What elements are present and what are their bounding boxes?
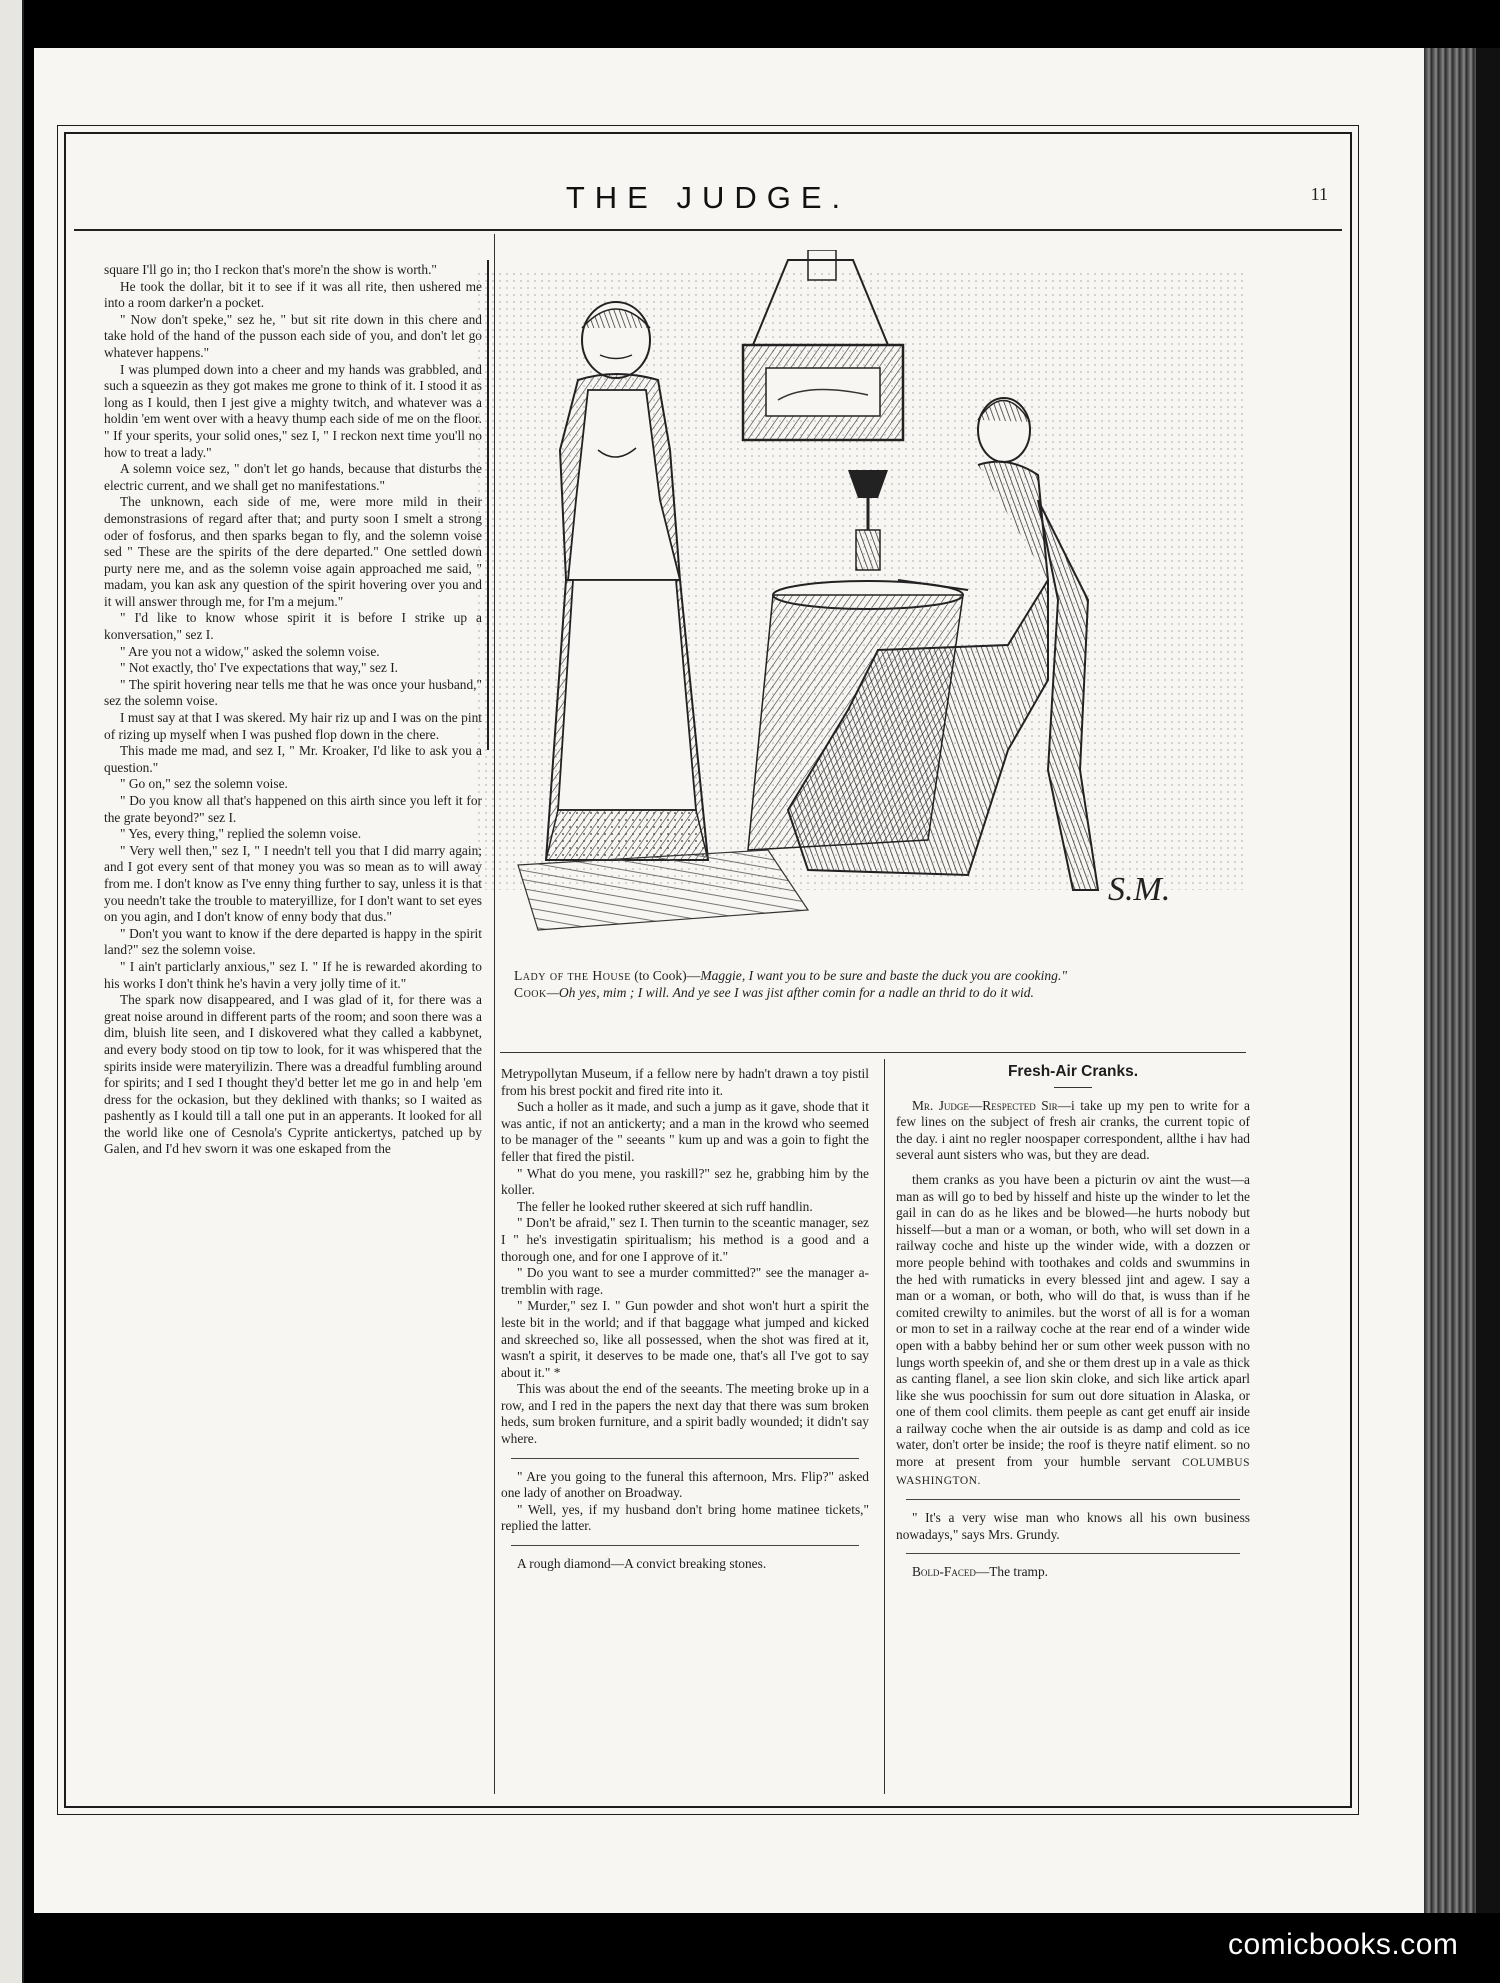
caption-line-2 (514, 984, 1248, 1001)
column-1-paragraph: " The spirit hovering near tells me that he was once your husband," sez the solemn voise. (104, 676, 482, 709)
column-1-paragraph: The spark now disappeared, and I was glad of it, for there was a great noise around in different parts of the room; and soon there was a dim, bluish lite seen, and I diskovered what they called a kabbynet, and every body stood on tip tow to look, for it was whispered that the spirits inside were materyilizin. There was a dreadful fumbling around for spirits; and I sed I thought they'd better let me go in and help 'em dress for the ockasion, but they deklined with thanks; so I waited as pashently as I kould till a tall one put in an apperants. It looked for all the world like one of Cesnola's Cyprite antickertys, patched up by Galen, and I'd hev sworn it was one eskaped from the (104, 992, 482, 1157)
caption-speaker-1: Lady of the House (514, 968, 631, 983)
column-1-paragraph: " Yes, every thing," replied the solemn voise. (120, 826, 362, 842)
column-1-paragraph: " I ain't particlarly anxious," sez I. " If he is rewarded akording to his works I don't think he's havin a very jolly time of it." (104, 958, 482, 991)
cartoon-caption (514, 967, 1248, 1001)
column-2-paragraph: This was about the end of the seeants. The meeting broke up in a row, and I red in the papers the next day that there was sum broken heds, sum broken furniture, and a spirit badly wounded; it didn't say where. (501, 1381, 869, 1447)
column-divider-right (884, 1059, 885, 1794)
bold-faced-rest: —The tramp. (975, 1564, 1048, 1580)
caption-dialogue-2: —Oh yes, mim ; I will. And ye see I was jist afther comin for a nadle an thrid to do it wid. (546, 985, 1034, 1000)
column-2-separator-1 (511, 1458, 859, 1459)
column-1-paragraph: " Are you not a widow," asked the solemn voise. (120, 643, 380, 659)
column-1-paragraph: square I'll go in; tho I reckon that's more'n the show is worth." (104, 262, 437, 277)
column-2-paragraph: The feller he looked ruther skeered at sich ruff handlin. (517, 1198, 813, 1214)
bold-faced-label: Bold-Faced (912, 1564, 976, 1580)
column-2-paragraph: Such a holler as it made, and such a jump as it gave, shode that it was antic, if not an antickerty; and a man in the krowd who seemed to be manager of the " seeants " kum up and was a goin to fight the feller that fired the pistil. (501, 1099, 869, 1164)
rough-diamond-joke: A rough diamond—A convict breaking stones. (517, 1556, 767, 1572)
column-1-paragraph: " Now don't speke," sez he, " but sit rite down in this chere and take hold of the hand of the pusson each side of you, and don't let go whatever happens." (104, 311, 482, 360)
article-title: Fresh-Air Cranks. (1007, 1064, 1139, 1080)
adjacent-page-edge (0, 0, 24, 1983)
column-1-paragraph: I must say at that I was skered. My hair riz up and I was on the pint of rizing up myself when I was pushed flop down in the chere. (104, 710, 482, 742)
book-spine (1424, 48, 1476, 1913)
column-2-separator-2 (511, 1545, 859, 1546)
column-1-paragraph: He took the dollar, bit it to see if it was all rite, then ushered me into a room darker'n a pocket. (104, 278, 482, 311)
column-3-separator-1 (906, 1499, 1240, 1500)
caption-dialogue-1: Maggie, I want you to be sure and baste the duck you are cooking." (700, 968, 1068, 983)
column-1-paragraph: The unknown, each side of me, were more mild in their demonstrasions of regard after that; and purty soon I smelt a strong oder of fosforus, and then sparks began to fly, and the solemn voise sed " These are the spirits of the dere departed." One settled down purty nere me, and as the solemn voise again approached me said, " madam, you kan ask any question of the spirit hovering over you and it will answer through me, for I'm a mejum." (104, 494, 482, 609)
column-2-paragraph: " Do you want to see a murder committed?" see the manager a-tremblin with rage. (501, 1265, 869, 1297)
funeral-anecdote-a: " Well, yes, if my husband don't bring home matinee tickets," replied the latter. (501, 1501, 869, 1534)
column-1-paragraph: " I'd like to know whose spirit it is before I strike up a konversation," sez I. (104, 610, 482, 643)
column-1-paragraph: This made me mad, and sez I, " Mr. Kroaker, I'd like to ask you a question." (104, 743, 482, 775)
column-2-paragraph: " Murder," sez I. " Gun powder and shot won't hurt a spirit the leste bit in the world; and if that baggage what jumped and kicked and skreeched so, like all possessed, when the shot was fired at it, wasn't a spirit, it deserves to be made one, that's all I've got to say about it." * (501, 1298, 869, 1380)
funeral-anecdote-q: " Are you going to the funeral this afternoon, Mrs. Flip?" asked one lady of another on Broadway. (501, 1468, 869, 1501)
caption-rule (500, 1052, 1246, 1053)
caption-line-1 (514, 967, 1248, 984)
cartoon-illustration (448, 250, 1280, 960)
column-1-text (104, 262, 482, 1902)
article-paragraph-1-text: —i take up my pen to write for a few lines on the subject of fresh air cranks, the current topic of the day. i aint no regler noospaper correspondent, allthe i hav had several aunt sisters who was, but they are dead. (896, 1097, 1250, 1163)
article-paragraph-2 (896, 1172, 1250, 1489)
article-paragraph-1 (896, 1098, 1250, 1164)
column-1-paragraph: A solemn voice sez, " don't let go hands, because that disturbs the electric current, and we shall get no manifestations." (104, 461, 482, 493)
column-2-paragraph: " Don't be afraid," sez I. Then turnin to the sceantic manager, sez I " he's investigatin spiritualism; his method is a good and a thorough one, and for one I approve of it." (501, 1215, 869, 1264)
artist-signature: S.M. (1108, 871, 1171, 908)
article-signature: COLUMBUS WASHINGTON. (896, 1457, 1250, 1487)
bold-faced-joke (896, 1564, 1250, 1581)
masthead-title: THE JUDGE. (565, 180, 851, 215)
caption-speaker-2: Cook (514, 985, 547, 1000)
column-3-separator-2 (906, 1553, 1240, 1554)
column-2-text (501, 1066, 869, 1866)
column-2-paragraph: Metrypollytan Museum, if a fellow nere by hadn't drawn a toy pistil from his brest pockit and fired rite into it. (501, 1066, 869, 1098)
article-paragraph-2-text: them cranks as you have been a picturin ov aint the wust—a man as will go to bed by hisself and histe up the winder to let the gail in can do as he likes and be blowed—he hurts nobody but hisself—but a man or a woman, or both, who will set down in a railway coche and histe up the winder wide, with a dozzen or more people behind with toothakes and colds and swummins in the hed with rumaticks in every blessed jint and agew. I say a man or a woman, or both, who will do that, is wuss than if he comited crewilty to animiles. but the worst of all is for a woman or mon to set in a railway coche at the rear end of a winder wide open with a babby behind her or sum other week pusson with no lungs worth speekin of, and she or them drest up in a vale as thick as canting flanel, a see lion skin cloke, and sich like artick aparl like she wus poochissin for sum out dore situation in Alaska, or one of them cool climits. them peeple as cant get enuff air inside a railway coche when the air outside is as damp and cold as ice water, don't orter be inside; the roof is theyre natif eliment. so no more at present from your humble servant (896, 1171, 1250, 1470)
article-salutation: Mr. Judge—Respected Sir (912, 1097, 1058, 1113)
rug (518, 850, 808, 930)
column-1-paragraph: " Don't you want to know if the dere departed is happy in the spirit land?" sez the solemn voise. (104, 925, 482, 958)
column-2-paragraph: " What do you mene, you raskill?" sez he, grabbing him by the koller. (501, 1165, 869, 1198)
column-1-paragraph: " Do you know all that's happened on this airth since you left it for the grate beyond?" sez I. (104, 793, 482, 825)
column-3-text (896, 1064, 1250, 1864)
caption-aside-1: (to Cook)— (630, 968, 701, 983)
page-number: 11 (1310, 184, 1328, 204)
spine-shadow (1476, 48, 1500, 1913)
header-rule (74, 229, 1342, 231)
grundy-quip: " It's a very wise man who knows all his own business nowadays," says Mrs. Grundy. (896, 1510, 1250, 1542)
column-1-paragraph: " Not exactly, tho' I've expectations that way," sez I. (120, 660, 399, 676)
title-rule (1054, 1087, 1092, 1088)
watermark: comicbooks.com (1228, 1928, 1459, 1961)
column-1-paragraph: " Go on," sez the solemn voise. (120, 776, 288, 792)
column-1-paragraph: I was plumped down into a cheer and my hands was grabbled, and such a squeezin as they got makes me grone to think of it. I stood it as long as I kould, then I jest give a mighty twitch, and whatever was a holdin 'em went over with a heavy thump each side of me on the floor. " If your sperits, your solid ones," sez I, " I reckon next time you'll no how to treat a lady." (104, 361, 482, 460)
column-1-paragraph: " Very well then," sez I, " I needn't tell you that I did marry again; and I got every sent of that money you was so mean as to will away from me. I don't know as I've enny thing further to say, unless it is that you needn't take the trouble to materyillize, for I don't want to set eyes on you agin, and I don't know of enny body that dus." (104, 842, 482, 925)
